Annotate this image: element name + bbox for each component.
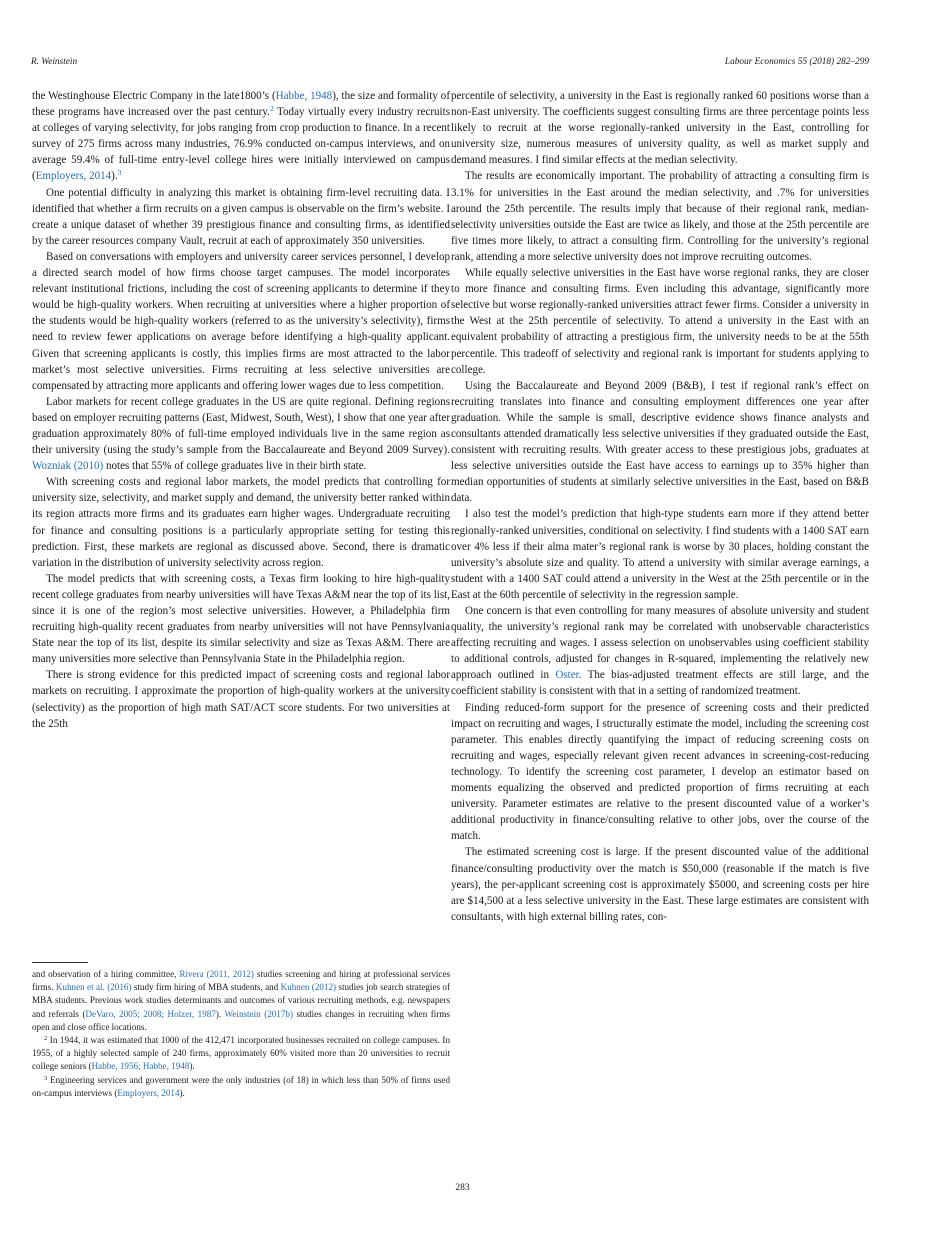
text-run: ). [215, 1008, 225, 1019]
text-run: and observation of a hiring committee, [32, 969, 180, 979]
footnote [32, 968, 450, 1034]
text-run: study firm hiring of MBA students, and [131, 982, 281, 993]
text-run: The estimated screening cost is large. If the present discounted value of the additional finance/consulting productivity over the match is $50,000 (reasonable if the match is five years), the per-applicant screening cost is approximately $5000, and screening costs per hire are $14,500 at a less selective university in the East. These large estimates are consistent with consultants, with high external billing rates, con- [451, 846, 869, 923]
citation-link[interactable]: Employers, 2014 [117, 1087, 180, 1098]
citation-link[interactable]: Habbe, 1956; Habbe, 1948 [91, 1061, 190, 1072]
text-run: ). [189, 1061, 195, 1072]
body-paragraph [32, 394, 450, 474]
body-paragraph [451, 88, 869, 168]
citation-link[interactable]: Employers, 2014 [35, 170, 112, 183]
page-number: 283 [455, 1183, 470, 1193]
text-run: ). [179, 1087, 185, 1098]
citation-link[interactable]: Habbe, 1948 [275, 90, 333, 102]
footnote-marker[interactable]: 3 [117, 168, 122, 178]
body-paragraph [451, 844, 869, 924]
body-paragraph [32, 249, 450, 394]
text-run: With screening costs and regional labor markets, the model predicts that controlling for university size, selectivity, and market supply and demand, the university better ranked within its region attracts more firms and its graduates earn higher wages. Undergraduate recruiting for finance and consulting positions is a particularly appropriate setting for testing this prediction. First, these markets are regional as discussed above. Second, there is dramatic variation in the distribution of university selectivity across region. [32, 476, 450, 569]
running-header [31, 57, 869, 71]
text-run: Today virtually every industry recruits at colleges of varying selectivity, for jobs ranging from crop production to finance. In a recent survey of 275 firms across many industries, 76.9% conducted on-campus interviews, and on average 59.4% of full-time entry-level college hires were initially interviewed on campus ( [32, 106, 450, 183]
body-paragraph [451, 506, 869, 603]
text-run: In 1944, it was estimated that 1000 of the 412,471 incorporated businesses recruited on college campuses. In 1955, of a highly selected sample of 240 firms, approximately 60% visited more than 20 universities to recruit college seniors ( [32, 1035, 450, 1072]
text-run: notes that 55% of college graduates live in their birth state. [103, 460, 367, 473]
body-paragraph [451, 265, 869, 378]
footnote [32, 1034, 450, 1074]
text-run: There is strong evidence for this predicted impact of screening costs and regional labor markets on recruiting. I approximate the proportion of high-quality workers at the university (selectivity) as the proportion of high math SAT/ACT score students. For two universities at the 25th [32, 669, 450, 730]
text-run: One concern is that even controlling for many measures of absolute university and student quality, the university’s regional rank may be correlated with unobservable characteristics affecting recruiting and wages. I assess selection on unobservables using coefficient stability to additional controls, adjusted for changes in R-squared, implementing the relatively new approach outlined in [451, 605, 869, 682]
text-run: One potential difficulty in analyzing this market is obtaining firm-level recruiting data. I identified that whether a firm recruits on a given campus is observable on the firm’s website. I create a unique dataset of whether 39 prestigious finance and consulting firms, as identified by the career resources company Vault, recruit at each of approximately 350 universities. [32, 186, 450, 247]
citation-link[interactable]: Wozniak (2010) [32, 460, 104, 473]
body-paragraph [32, 571, 450, 668]
text-run: ), the size and formality of these programs have increased over the past century. [32, 90, 450, 119]
text-run: Based on conversations with employers and university career services personnel, I develop a directed search model of how firms choose target campuses. The model incorporates relevant institutional frictions, including the cost of screening applicants to determine if they would be high-quality workers. When recruiting at universities where a higher proportion of the students would be high-quality workers (referred to as the university’s selectivity), firms need to review fewer applications on average before identifying a high-quality applicant. Given that screening applicants is costly, this implies firms are most attracted to the labor market’s most selective universities. Firms recruiting at less selective universities are compensated by attracting more applicants and offering lower wages due to less competition. [32, 250, 450, 392]
text-run: ). [111, 170, 118, 183]
footnote-rule [32, 962, 88, 963]
citation-link[interactable]: Weinstein (2017b) [224, 1008, 293, 1019]
body-paragraph [451, 168, 869, 265]
text-run: studies changes in recruiting when firms open and close office locations. [32, 1008, 450, 1032]
text-run: The model predicts that with screening costs, a Texas firm looking to hire high-quality recent college graduates from nearby universities will have Texas A&M near the top of its list, since it is one of the region’s most selective universities. However, a Philadelphia firm recruiting high-quality recent graduates from nearby universities will not have Pennsylvania State near the top of its list, despite its similar selectivity and size as Texas A&M. There are many universities more selective than Pennsylvania State in the Philadelphia region. [32, 572, 450, 666]
citation-link[interactable]: Kuhnen (2012) [280, 982, 337, 993]
header-journal: Labour Economics 55 (2018) 282–299 [724, 57, 869, 67]
header-author: R. Weinstein [31, 57, 78, 67]
text-run: studies job search strategies of MBA students. Previous work studies determinants and outcomes of various recruiting methods, e.g. newspapers and referrals ( [32, 982, 450, 1019]
footnote-marker[interactable]: 2 [269, 104, 274, 114]
citation-link[interactable]: Oster [555, 669, 579, 682]
body-paragraph [451, 603, 869, 700]
body-paragraph [32, 88, 450, 185]
footnotes [32, 968, 450, 1100]
text-run: the Westinghouse Electric Company in the late1800’s ( [32, 90, 276, 102]
right-column [451, 88, 869, 925]
text-run: While equally selective universities in the East have worse regional ranks, they are closer to more finance and consulting firms. Even including this advantage, significantly more selective but worse regionally-ranked universities attract fewer firms. Consider a university in the West at the 25th percentile of selectivity. To attend a university in the East with an equivalent probability of attracting a prestigious firm, the university needs to be at the 55th percentile. This tradeoff of selectivity and regional rank is important for students applying to college. [451, 267, 869, 376]
footnote [32, 1074, 450, 1100]
body-paragraph [32, 474, 450, 571]
body-paragraph [32, 185, 450, 249]
citation-link[interactable]: Rivera (2011, 2012) [179, 969, 254, 979]
body-paragraph [32, 667, 450, 731]
text-run: Finding reduced-form support for the presence of screening costs and their predicted impact on recruiting and wages, I structurally estimate the model, including the screening cost parameter. This enables directly quantifying the impact of reducing screening costs on recruiting and wages, especially relevant given recent advances in screening-cost-reducing technology. To identify the screening cost parameter, I develop an estimator based on moments equalizing the observed and predicted proportion of firms recruiting at each university. Parameter estimates are relative to the present discounted value of a worker’s additional productivity in finance/consulting relative to other jobs, over the course of the match. [451, 701, 869, 843]
text-run: Engineering services and government were the only industries (of 18) in which less than 50% of firms used on-campus interviews ( [32, 1074, 450, 1098]
body-paragraph [451, 700, 869, 845]
text-run: . The bias-adjusted treatment effects are still large, and the coefficient stability is consistent with that in a setting of randomized treatment. [451, 669, 869, 698]
citation-link[interactable]: DeVaro, 2005; 2008; Holzer, 1987 [85, 1008, 216, 1019]
text-run: The results are economically important. The probability of attracting a consulting firm is 3.1% for universities in the East around the median selectivity, and .7% for universities around the 25th percentile. The results imply that because of their regional rank, median-selectivity universities outside the East are twice as likely, and those at the 25th percentile are five times more likely, to attract a consulting firm. Controlling for the university’s regional rank, attending a more selective university does not improve recruiting outcomes. [451, 170, 869, 263]
left-column [32, 88, 450, 732]
text-run: studies screening and hiring at professional services firms. [32, 969, 451, 993]
body-paragraph [451, 378, 869, 507]
text-run: I also test the model’s prediction that high-type students earn more if they attend better regionally-ranked universities, conditional on selectivity. I find students with a 1400 SAT earn over 4% less if their alma mater’s regional rank is worse by 30 places, holding constant the university’s absolute size and quality. To attend a university with similar average earnings, a student with a 1400 SAT could attend a university in the West at the 25th percentile or in the East at the 60th percentile of selectivity in the regression sample. [451, 508, 869, 601]
text-run: Using the Baccalaureate and Beyond 2009 (B&B), I test if regional rank’s effect on recruiting translates into finance and consulting employment differences one year after graduation. While the sample is small, descriptive evidence shows finance analysts and consultants attended dramatically less selective universities if they graduated outside the East, consistent with recruiting results. With greater access to these prestigious jobs, graduates at less selective universities outside the East have access to earnings up to 35% higher than median opportunities of students at similarly selective universities in the East, based on B&B data. [451, 379, 869, 505]
text-run: percentile of selectivity, a university in the East is regionally ranked 60 positions worse than a non-East university. The coefficients suggest consulting firms are three percentage points less likely to recruit at the worse regionally-ranked university in the East, controlling for university size, numerous measures of university quality, as well as market supply and demand measures. I find similar effects at the median selectivity. [451, 90, 869, 167]
citation-link[interactable]: Kuhnen et al. (2016) [55, 982, 132, 993]
footnote-marker: 2 [44, 1035, 48, 1043]
footnote-marker: 3 [44, 1074, 48, 1082]
text-run: Labor markets for recent college graduates in the US are quite regional. Defining regions based on employer recruiting patterns (East, Midwest, South, West), I show that one year after graduation approximately 80% of full-time employed individuals live in the same region as their university (using the study’s sample from the Baccalaureate and Beyond 2009 Survey). [32, 395, 450, 457]
